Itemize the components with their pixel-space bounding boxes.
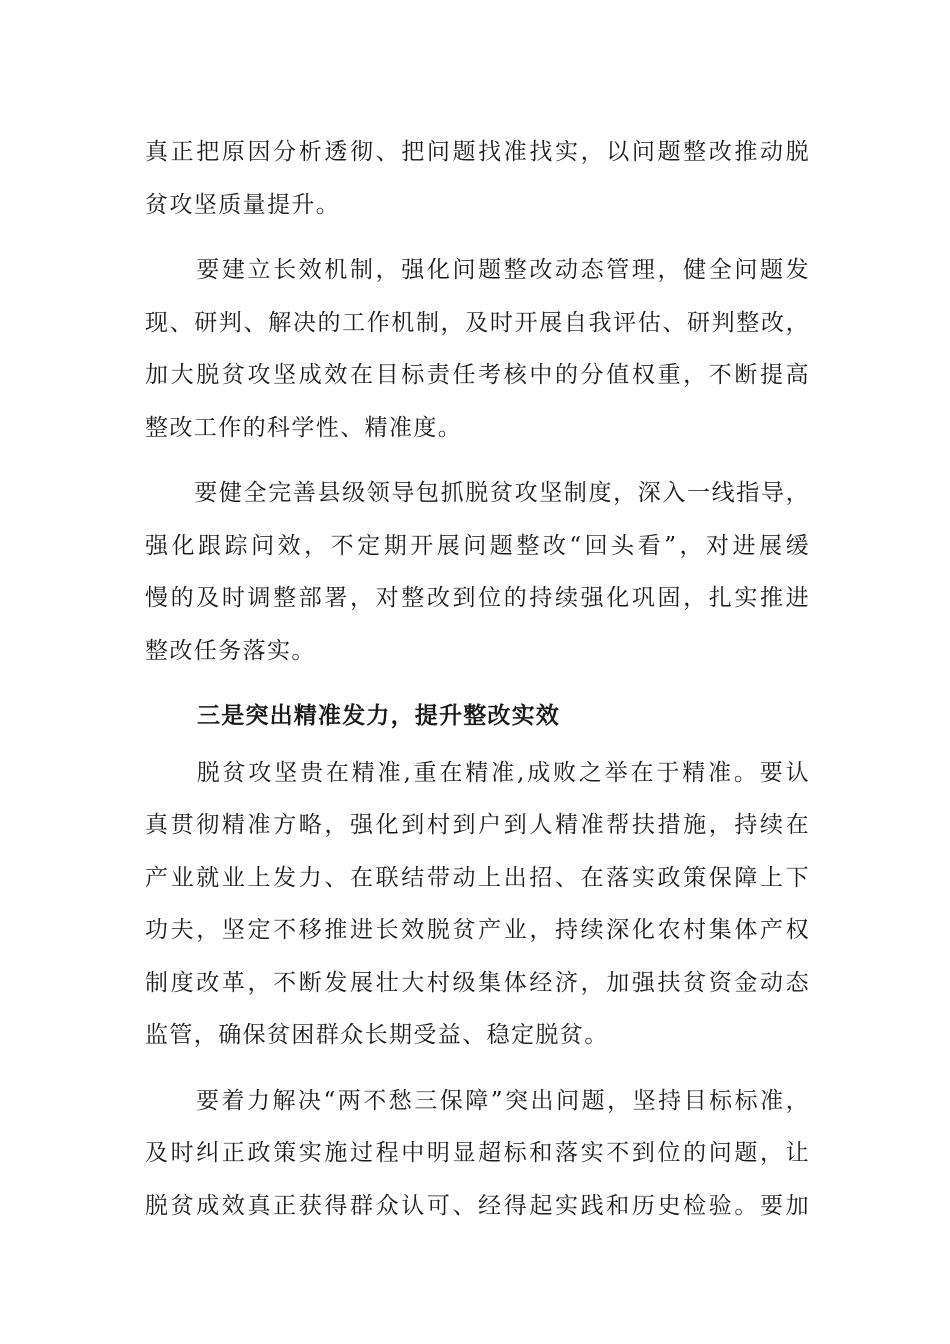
- text-line: 整改任务落实。: [145, 637, 316, 664]
- text-line: 慢的及时调整部署，对整改到位的持续强化巩固，扎实推进: [145, 585, 810, 611]
- text-line: 贫攻坚质量提升。: [145, 191, 341, 218]
- text-line: 加大脱贫攻坚成效在目标责任考核中的分值权重，不断提高: [145, 362, 810, 388]
- paragraph-3: [145, 467, 810, 677]
- text-line: 及时纠正政策实施过程中明显超标和落实不到位的问题，让: [145, 1140, 810, 1166]
- text-line: 要建立长效机制，强化问题整改动态管理，健全问题发: [145, 257, 810, 283]
- document-body: [145, 126, 810, 1232]
- text-line: 功夫，坚定不移推进长效脱贫产业，持续深化农村集体产权: [145, 917, 810, 943]
- text-line: 制度改革，不断发展壮大村级集体经济，加强扶贫资金动态: [145, 969, 810, 996]
- text-line: 监管，确保贫困群众长期受益、稳定脱贫。: [145, 1022, 609, 1048]
- text-line: 产业就业上发力、在联结带动上出招、在落实政策保障上下: [145, 864, 810, 891]
- text-line: 强化跟踪问效，不定期开展问题整改“回头看”，对进展缓: [145, 532, 810, 559]
- section-heading: 三是突出精准发力，提升整改实效: [197, 703, 560, 729]
- text-line: 真正把原因分析透彻、把问题找准找实，以问题整改推动脱: [145, 139, 810, 165]
- text-line: 脱贫成效真正获得群众认可、经得起实践和历史检验。要加: [145, 1192, 810, 1219]
- paragraph-2: [145, 244, 810, 454]
- paragraph-5: [145, 1075, 810, 1233]
- text-line: 现、研判、解决的工作机制，及时开展自我评估、研判整改，: [145, 309, 810, 336]
- text-line: 整改工作的科学性、精准度。: [145, 414, 463, 441]
- text-line: 真贯彻精准方略，强化到村到户到人精准帮扶措施，持续在: [145, 812, 810, 838]
- text-line: 要着力解决“两不愁三保障”突出问题，坚持目标标准，: [145, 1087, 810, 1114]
- paragraph-4: [145, 747, 810, 1062]
- text-line: 脱贫攻坚贵在精准,重在精准,成败之举在于精准。要认: [145, 759, 810, 786]
- text-line: 要健全完善县级领导包抓脱贫攻坚制度，深入一线指导，: [145, 480, 810, 506]
- paragraph-1: [145, 126, 810, 231]
